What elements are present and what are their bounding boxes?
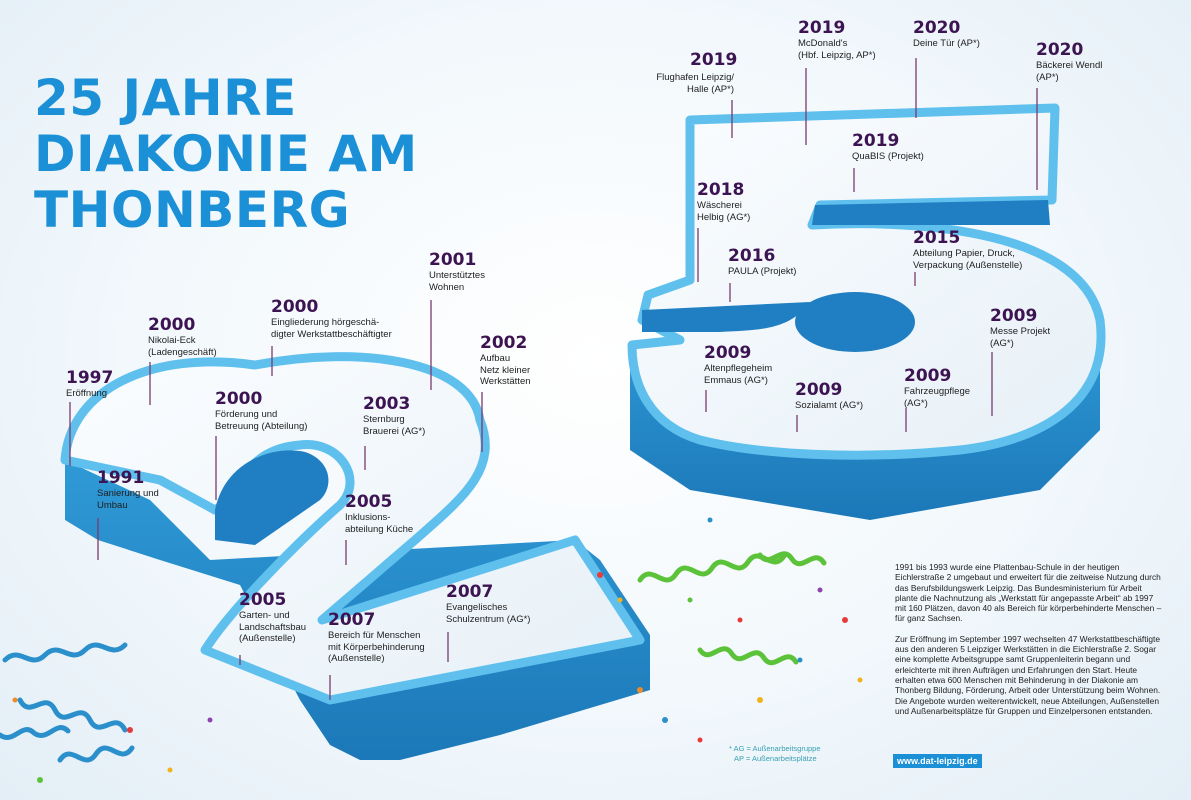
event-text: Sozialamt (AG*) — [795, 400, 864, 411]
event-year: 2002 — [480, 333, 528, 353]
event-text: Eingliederung hörgeschä- — [271, 317, 380, 328]
event-text: Wohnen — [429, 281, 465, 293]
event-year: 2005 — [345, 492, 393, 512]
timeline-event — [990, 306, 1050, 349]
event-text: abteilung Küche — [345, 523, 414, 535]
event-text: Wäscherei — [697, 200, 742, 211]
timeline-event — [1036, 40, 1102, 83]
event-text: digter Werkstattbeschäftigter — [271, 328, 392, 340]
event-year: 1997 — [66, 368, 114, 388]
abbreviation-notes — [729, 744, 821, 763]
event-year: 1991 — [97, 468, 145, 488]
event-year: 2019 — [798, 18, 846, 38]
title-line: THONBERG — [34, 181, 351, 239]
website-link[interactable]: www.dat-leipzig.de — [893, 754, 982, 768]
event-year: 2001 — [429, 250, 477, 270]
event-text: (AG*) — [904, 397, 928, 409]
event-text: Betreuung (Abteilung) — [215, 420, 308, 432]
event-text: (Außenstelle) — [328, 653, 385, 664]
event-year: 2020 — [913, 18, 961, 38]
timeline-event — [852, 131, 924, 163]
title-line: DIAKONIE AM — [34, 125, 418, 183]
timeline-event — [690, 50, 738, 70]
event-text: (AG*) — [990, 337, 1014, 349]
event-year: 2019 — [852, 131, 900, 151]
event-text: Brauerei (AG*) — [363, 425, 426, 437]
timeline-event — [328, 610, 425, 665]
event-text: QuaBIS (Projekt) — [852, 151, 924, 162]
event-text: McDonald's — [798, 38, 848, 49]
timeline-event — [480, 333, 531, 388]
timeline-event-text — [650, 72, 734, 95]
event-text: Eröffnung — [66, 388, 108, 399]
event-text: Emmaus (AG*) — [704, 374, 768, 386]
event-text: (Ladengeschäft) — [148, 346, 217, 358]
event-text: Aufbau — [480, 353, 511, 364]
event-text: Inklusions- — [345, 512, 391, 523]
event-year: 2018 — [697, 180, 745, 200]
event-year: 2020 — [1036, 40, 1084, 60]
event-year: 2016 — [728, 246, 776, 266]
green-streamers — [640, 554, 824, 663]
timeline-event — [904, 366, 970, 409]
event-text: Deine Tür (AP*) — [913, 38, 980, 49]
timeline-event — [697, 180, 750, 223]
event-year: 2015 — [913, 228, 961, 248]
event-text: Förderung und — [215, 409, 278, 420]
event-text: Flughafen Leipzig/ — [656, 72, 734, 83]
event-text: Umbau — [97, 499, 128, 511]
timeline-event — [429, 250, 485, 293]
title-line: 25 JAHRE — [34, 69, 297, 127]
event-text: Halle (AP*) — [687, 83, 734, 95]
event-text: mit Körperbehinderung — [328, 641, 425, 653]
timeline-event — [363, 394, 425, 437]
timeline-event — [704, 343, 772, 386]
event-text: Werkstätten — [480, 376, 531, 387]
event-text: (AP*) — [1036, 71, 1059, 83]
event-text: Nikolai-Eck — [148, 335, 196, 346]
event-text: Altenpflegeheim — [704, 363, 773, 374]
timeline-event — [271, 297, 392, 340]
event-year: 2009 — [990, 306, 1038, 326]
event-text: Sanierung und — [97, 488, 159, 499]
event-year: 2009 — [795, 380, 843, 400]
event-text: PAULA (Projekt) — [728, 266, 797, 277]
event-year: 2007 — [446, 582, 494, 602]
event-text: Sternburg — [363, 414, 405, 425]
event-year: 2000 — [215, 389, 263, 409]
digit-two — [65, 357, 650, 760]
timeline-event — [66, 368, 113, 400]
timeline-event — [239, 590, 306, 645]
note-ap: AP = Außenarbeitsplätze — [734, 753, 817, 763]
event-text: (Hbf. Leipzig, AP*) — [798, 49, 876, 61]
event-text: Helbig (AG*) — [697, 211, 751, 223]
event-year: 2000 — [271, 297, 319, 317]
timeline-event — [913, 18, 980, 50]
event-year: 2003 — [363, 394, 411, 414]
event-year: 2005 — [239, 590, 287, 610]
event-year: 2009 — [904, 366, 952, 386]
note-ag: * AG = Außenarbeitsgruppe — [729, 744, 821, 753]
timeline-event — [97, 468, 159, 511]
event-text: Verpackung (Außenstelle) — [913, 259, 1023, 271]
history-paragraph: Zur Eröffnung im September 1997 wechselten 47 Werkstattbeschäftigte aus den anderen 5 Leipziger Werkstätten in die Eichlerstraße 2. Sogar eine komplette Arbeitsgruppe samt Gruppenleiterin begann und erleichterte mit ihren Aufträgen und Erfahrungen den Start. Heute erhalten etwa 600 Menschen mit Behinderung in der Diakonie am Thonberg Bildung, Förderung, Arbeit oder Unterstützung beim Wohnen. Die Angebote wurden weiterentwickelt, neue Abteilungen, Außenstellen und Außenarbeitsplätze für Gruppen und Einzelpersonen entstanden. — [895, 633, 1161, 716]
timeline-event — [446, 582, 530, 625]
timeline-event — [148, 315, 217, 358]
history-text — [895, 562, 1165, 726]
timeline-event — [215, 389, 307, 432]
event-text: Abteilung Papier, Druck, — [913, 248, 1015, 259]
event-text: Messe Projekt — [990, 326, 1051, 337]
event-text: Evangelisches — [446, 602, 508, 613]
timeline-event — [728, 246, 796, 278]
event-text: Bereich für Menschen — [328, 630, 421, 641]
blue-streamers — [0, 645, 132, 760]
event-year: 2007 — [328, 610, 376, 630]
event-text: Schulzentrum (AG*) — [446, 613, 531, 625]
event-text: Landschaftsbau — [239, 621, 307, 633]
event-text: Unterstütztes — [429, 270, 485, 281]
history-paragraph: 1991 bis 1993 wurde eine Plattenbau-Schule in der heutigen Eichlerstraße 2 umgebaut und erweitert für die zeitweise Nutzung durch das Berufsbildungswerk Leipzig. Das Bundesministerium für Arbeit plante die Nachnutzung als „Werkstatt für angepasste Arbeit“ ab 1997 mit 160 Plätzen, davon 40 als Bereich für körperbehinderte Menschen – für ganz Sachsen. — [895, 562, 1162, 624]
event-text: Bäckerei Wendl — [1036, 60, 1103, 71]
event-text: Garten- und — [239, 610, 290, 621]
event-year: 2009 — [704, 343, 752, 363]
timeline-event — [798, 18, 876, 61]
page-title — [34, 70, 418, 238]
event-text: Netz kleiner — [480, 364, 531, 376]
timeline-event — [345, 492, 413, 535]
timeline-event — [913, 228, 1022, 271]
timeline-event — [795, 380, 863, 412]
event-year: 2019 — [690, 50, 738, 70]
event-year: 2000 — [148, 315, 196, 335]
event-text: (Außenstelle) — [239, 633, 296, 644]
event-text: Fahrzeugpflege — [904, 386, 971, 397]
